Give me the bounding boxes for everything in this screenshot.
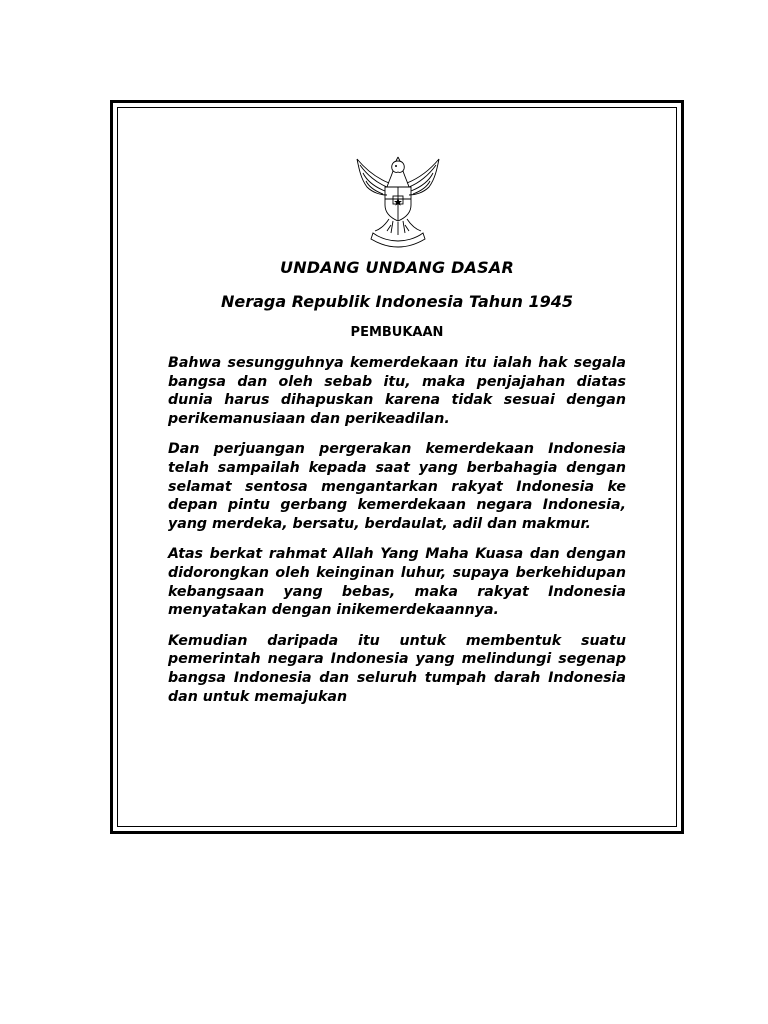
document-title: UNDANG UNDANG DASAR	[280, 258, 514, 277]
document-inner-border	[117, 107, 677, 827]
paragraph: Kemudian daripada itu untuk membentuk suatu pemerintah negara Indonesia yang melindungi segenap bangsa Indonesia dan seluruh tumpah darah Indonesia dan untuk memajukan	[168, 632, 626, 705]
paragraph: Dan perjuangan pergerakan kemerdekaan Indonesia telah sampailah kepada saat yang berbahagia dengan selamat sentosa mengantarkan rakyat Indonesia ke depan pintu gerbang kemerdekaan negara Indonesia, yang merdeka, bersatu, berdaulat, adil dan makmur.	[168, 441, 626, 532]
garuda-emblem-icon	[351, 153, 445, 249]
document-subtitle: Neraga Republik Indonesia Tahun 1945	[220, 292, 574, 311]
paragraph: Bahwa sesungguhnya kemerdekaan itu ialah hak segala bangsa dan oleh sebab itu, maka penjajahan diatas dunia harus dihapuskan karena tidak sesuai dengan perikemanusiaan dan perikeadilan.	[168, 355, 626, 427]
paragraph: Atas berkat rahmat Allah Yang Maha Kuasa dan dengan didorongkan oleh keinginan luhur, supaya berkehidupan kebangsaan yang bebas, maka rakyat Indonesia menyatakan dengan inikemerdekaannya.	[168, 546, 626, 619]
document-body	[168, 354, 626, 718]
section-heading: PEMBUKAAN	[350, 325, 444, 340]
document-border	[110, 100, 684, 834]
